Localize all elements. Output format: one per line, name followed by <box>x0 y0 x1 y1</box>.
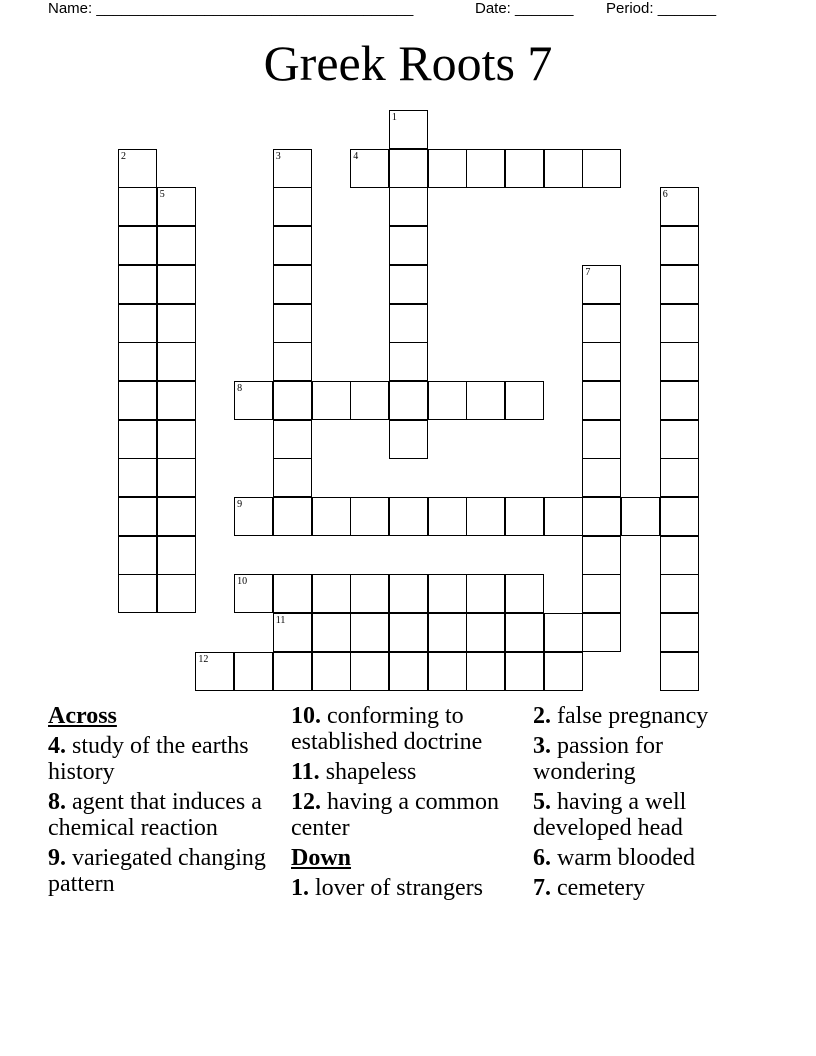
grid-cell[interactable] <box>118 458 157 497</box>
grid-cell[interactable] <box>505 381 544 420</box>
grid-cell[interactable] <box>273 304 312 343</box>
name-field-label: Name: ______________________________________ <box>48 0 414 17</box>
grid-cell[interactable] <box>428 497 467 536</box>
grid-cell[interactable] <box>157 226 196 265</box>
grid-cell[interactable] <box>621 497 660 536</box>
grid-cell[interactable] <box>118 149 157 188</box>
grid-cell[interactable] <box>660 304 699 343</box>
grid-cell[interactable] <box>312 381 351 420</box>
grid-cell[interactable] <box>350 497 389 536</box>
grid-cell[interactable] <box>157 497 196 536</box>
grid-cell[interactable] <box>582 265 621 304</box>
clue-down-6: 6. warm blooded <box>533 845 695 871</box>
clue-number-label: 11 <box>275 615 286 627</box>
grid-cell[interactable] <box>157 342 196 381</box>
grid-cell[interactable] <box>466 497 505 536</box>
grid-cell[interactable] <box>466 149 505 188</box>
grid-cell[interactable] <box>544 613 583 652</box>
grid-cell[interactable] <box>660 652 699 691</box>
across-heading: Across <box>48 703 117 729</box>
grid-cell[interactable] <box>505 497 544 536</box>
clue-across-4: 4. study of the earths history <box>48 733 249 785</box>
grid-cell[interactable] <box>389 304 428 343</box>
grid-cell[interactable] <box>582 536 621 575</box>
grid-cell[interactable] <box>389 110 428 149</box>
grid-cell[interactable] <box>428 381 467 420</box>
grid-cell[interactable] <box>234 652 273 691</box>
clue-number-label: 10 <box>237 576 248 588</box>
grid-cell[interactable] <box>234 497 273 536</box>
grid-cell[interactable] <box>505 149 544 188</box>
clue-number-label: 4 <box>353 150 359 162</box>
date-field-label: Date: _______ <box>475 0 574 17</box>
clue-number-label: 1 <box>391 112 397 123</box>
grid-cell[interactable] <box>118 187 157 226</box>
grid-cell[interactable] <box>389 497 428 536</box>
grid-cell[interactable] <box>505 652 544 691</box>
grid-cell[interactable] <box>582 497 621 536</box>
grid-cell[interactable] <box>350 149 389 188</box>
grid-cell[interactable] <box>428 652 467 691</box>
clue-down-2: 2. false pregnancy <box>533 703 709 729</box>
grid-cell[interactable] <box>505 613 544 652</box>
grid-cell[interactable] <box>157 458 196 497</box>
grid-cell[interactable] <box>118 536 157 575</box>
grid-cell[interactable] <box>660 420 699 459</box>
grid-cell[interactable] <box>389 149 428 188</box>
clue-down-5: 5. having a well developed head <box>533 789 687 841</box>
grid-cell[interactable] <box>273 381 312 420</box>
clue-across-12: 12. having a common center <box>291 789 499 841</box>
clue-number-label: 7 <box>585 266 591 278</box>
clue-across-9: 9. variegated changing pattern <box>48 845 266 897</box>
grid-cell[interactable] <box>273 574 312 613</box>
grid-cell[interactable] <box>582 149 621 188</box>
grid-cell[interactable] <box>544 497 583 536</box>
grid-cell[interactable] <box>157 381 196 420</box>
clue-down-7: 7. cemetery <box>533 875 645 901</box>
grid-cell[interactable] <box>118 497 157 536</box>
grid-cell[interactable] <box>428 574 467 613</box>
grid-cell[interactable] <box>466 381 505 420</box>
grid-cell[interactable] <box>660 497 699 536</box>
clue-number-label: 12 <box>198 653 209 665</box>
grid-cell[interactable] <box>544 652 583 691</box>
grid-cell[interactable] <box>273 458 312 497</box>
clue-down-1: 1. lover of strangers <box>291 875 483 901</box>
grid-cell[interactable] <box>660 187 699 226</box>
clues-column-1 <box>48 703 280 901</box>
grid-cell[interactable] <box>660 613 699 652</box>
clue-across-11: 11. shapeless <box>291 759 417 785</box>
grid-cell[interactable] <box>389 381 428 420</box>
grid-cell[interactable] <box>157 420 196 459</box>
grid-cell[interactable] <box>273 149 312 188</box>
grid-cell[interactable] <box>273 652 312 691</box>
grid-cell[interactable] <box>118 574 157 613</box>
grid-cell[interactable] <box>466 652 505 691</box>
grid-cell[interactable] <box>273 265 312 304</box>
grid-cell[interactable] <box>157 187 196 226</box>
grid-cell[interactable] <box>273 342 312 381</box>
grid-cell[interactable] <box>118 381 157 420</box>
grid-cell[interactable] <box>660 458 699 497</box>
grid-cell[interactable] <box>157 304 196 343</box>
grid-cell[interactable] <box>118 226 157 265</box>
clue-number-label: 8 <box>237 382 243 394</box>
clue-number-label: 3 <box>275 150 281 162</box>
grid-cell[interactable] <box>389 652 428 691</box>
grid-cell[interactable] <box>350 613 389 652</box>
grid-cell[interactable] <box>118 265 157 304</box>
clue-number-label: 5 <box>159 189 165 201</box>
grid-cell[interactable] <box>389 342 428 381</box>
grid-cell[interactable] <box>312 497 351 536</box>
grid-cell[interactable] <box>157 536 196 575</box>
grid-cell[interactable] <box>273 613 312 652</box>
grid-cell[interactable] <box>582 420 621 459</box>
grid-cell[interactable] <box>118 342 157 381</box>
clue-number-label: 6 <box>662 189 668 201</box>
grid-cell[interactable] <box>389 265 428 304</box>
grid-cell[interactable] <box>118 304 157 343</box>
grid-cell[interactable] <box>660 226 699 265</box>
grid-cell[interactable] <box>466 574 505 613</box>
clue-number-label: 2 <box>121 150 126 162</box>
grid-cell[interactable] <box>273 187 312 226</box>
grid-cell[interactable] <box>582 342 621 381</box>
grid-cell[interactable] <box>273 420 312 459</box>
grid-cell[interactable] <box>157 574 196 613</box>
grid-cell[interactable] <box>660 381 699 420</box>
grid-cell[interactable] <box>660 342 699 381</box>
grid-cell[interactable] <box>582 574 621 613</box>
grid-cell[interactable] <box>428 613 467 652</box>
grid-cell[interactable] <box>273 497 312 536</box>
grid-cell[interactable] <box>118 420 157 459</box>
clues-column-2 <box>291 703 523 905</box>
grid-cell[interactable] <box>312 652 351 691</box>
grid-cell[interactable] <box>428 149 467 188</box>
clue-across-8: 8. agent that induces a chemical reaction <box>48 789 262 841</box>
grid-cell[interactable] <box>234 574 273 613</box>
clue-down-3: 3. passion for wondering <box>533 733 663 785</box>
grid-cell[interactable] <box>157 265 196 304</box>
grid-cell[interactable] <box>544 149 583 188</box>
grid-cell[interactable] <box>312 574 351 613</box>
grid-cell[interactable] <box>312 613 351 652</box>
clue-number-label: 9 <box>237 499 243 510</box>
grid-cell[interactable] <box>582 458 621 497</box>
down-heading: Down <box>291 845 352 871</box>
grid-cell[interactable] <box>350 652 389 691</box>
grid-cell[interactable] <box>273 226 312 265</box>
grid-cell[interactable] <box>582 381 621 420</box>
grid-cell[interactable] <box>389 420 428 459</box>
page-title: Greek Roots 7 <box>263 35 553 91</box>
clue-across-10: 10. conforming to established doctrine <box>291 703 483 755</box>
grid-cell[interactable] <box>660 265 699 304</box>
grid-cell[interactable] <box>389 187 428 226</box>
grid-cell[interactable] <box>582 613 621 652</box>
grid-cell[interactable] <box>660 536 699 575</box>
period-field-label: Period: _______ <box>606 0 717 17</box>
grid-cell[interactable] <box>195 652 234 691</box>
clues-column-3 <box>533 703 763 905</box>
grid-cell[interactable] <box>350 381 389 420</box>
grid-cell[interactable] <box>350 574 389 613</box>
grid-cell[interactable] <box>660 574 699 613</box>
grid-cell[interactable] <box>389 574 428 613</box>
grid-cell[interactable] <box>389 226 428 265</box>
grid-cell[interactable] <box>466 613 505 652</box>
grid-cell[interactable] <box>582 304 621 343</box>
grid-cell[interactable] <box>234 381 273 420</box>
grid-cell[interactable] <box>505 574 544 613</box>
grid-cell[interactable] <box>389 613 428 652</box>
